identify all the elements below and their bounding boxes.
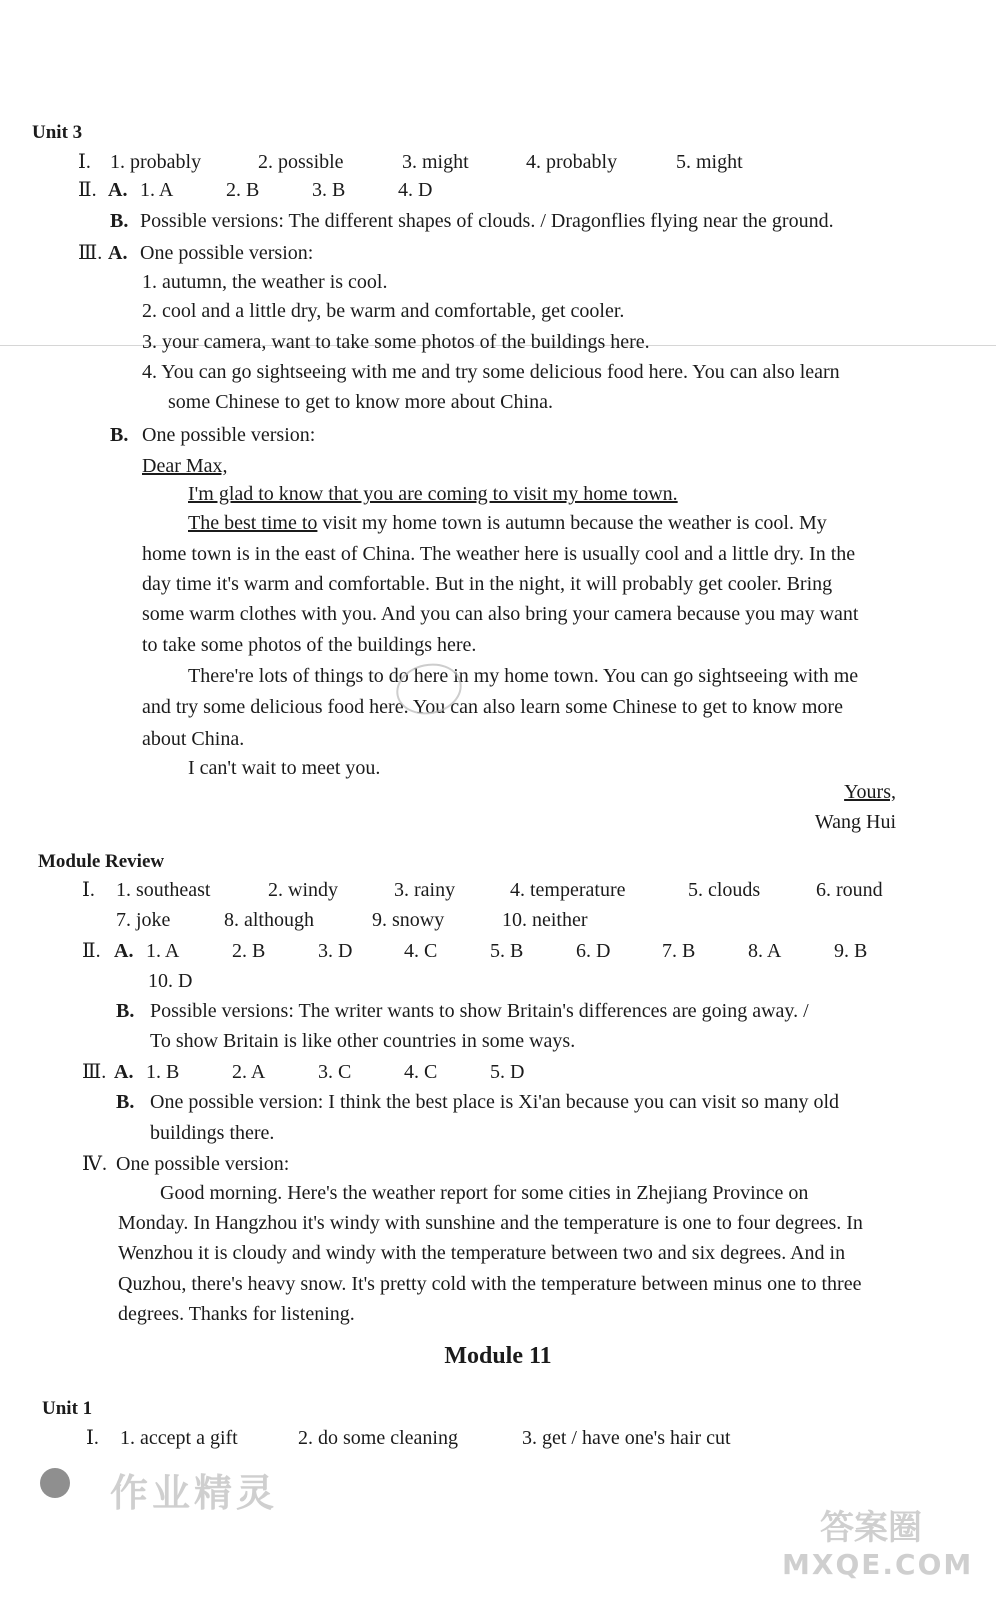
answer: 5. might — [676, 151, 743, 173]
underlined-phrase: The best time to — [188, 512, 318, 534]
answer: 1. B — [146, 1061, 180, 1083]
letter-line: home town is in the east of China. The weather here is usually cool and a little dry. In the — [142, 543, 856, 565]
bullet-dot — [40, 1468, 70, 1498]
report-line: Wenzhou it is cloudy and windy with the temperature between two and six degrees. And in — [118, 1242, 846, 1264]
list-item: 1. autumn, the weather is cool. — [142, 271, 388, 293]
answer: 2. do some cleaning — [298, 1427, 458, 1449]
part-label: B. — [110, 210, 129, 232]
answer: 3. B — [312, 179, 346, 201]
watermark-left: 作业精灵 — [110, 1471, 279, 1515]
report-line: Monday. In Hangzhou it's windy with sunshine and the temperature is one to four degrees. In — [118, 1212, 863, 1234]
answer-text: One possible version: I think the best place is Xi'an because you can visit so many old — [150, 1091, 840, 1113]
answer: 3. C — [318, 1061, 352, 1083]
answer: 2. windy — [268, 879, 338, 901]
review-sec2b — [116, 999, 809, 1023]
sec-num: Ⅲ. — [82, 1061, 107, 1083]
answer: 7. B — [662, 940, 696, 962]
answer: 6. round — [816, 879, 883, 901]
part-label: A. — [108, 179, 128, 201]
answer: 2. possible — [258, 151, 344, 173]
answer: 10. D — [148, 970, 193, 992]
sec-num: Ⅱ. — [78, 179, 97, 201]
sec-num: Ⅰ. — [78, 151, 91, 173]
answer: 6. D — [576, 940, 611, 962]
unit3-sec2b — [110, 209, 834, 233]
unit3-sec3b — [110, 423, 315, 447]
answer-text-cont: buildings there. — [150, 1122, 275, 1144]
sec-num: Ⅰ. — [86, 1427, 99, 1449]
letter-line: and try some delicious food here. You can also learn some Chinese to get to know more — [142, 696, 843, 718]
review-sec1-row2 — [116, 908, 588, 932]
letter-p2-first — [188, 511, 827, 535]
answer: 4. probably — [526, 151, 618, 173]
answer: 1. A — [140, 179, 174, 201]
answer: 2. B — [226, 179, 260, 201]
answer: 4. C — [404, 1061, 438, 1083]
answer: 3. might — [402, 151, 469, 173]
intro: One possible version: — [142, 424, 316, 446]
answer: 1. A — [146, 940, 180, 962]
answer-text: Possible versions: The different shapes of clouds. / Dragonflies flying near the ground. — [140, 210, 834, 232]
report-line: degrees. Thanks for listening. — [118, 1303, 355, 1325]
part-label: A. — [114, 1061, 134, 1083]
unit3-heading: Unit 3 — [32, 122, 83, 143]
answer-text: Possible versions: The writer wants to show Britain's differences are going away. / — [150, 1000, 809, 1022]
watermark-site: MXQE.COM — [782, 1548, 974, 1581]
answer: 5. B — [490, 940, 524, 962]
answer: 3. D — [318, 940, 353, 962]
unit1-sec1 — [86, 1426, 731, 1450]
answer: 8. A — [748, 940, 782, 962]
unit3-sec3a — [78, 241, 313, 265]
letter-line: to take some photos of the buildings here. — [142, 634, 477, 656]
module-title: Module 11 — [444, 1343, 552, 1369]
text: visit my home town is autumn because the weather is cool. My — [322, 512, 827, 534]
sec-num: Ⅲ. — [78, 242, 103, 264]
answer: 2. A — [232, 1061, 266, 1083]
letter-opening: I'm glad to know that you are coming to visit my home town. — [188, 483, 678, 505]
answer: 1. probably — [110, 151, 202, 173]
answer: 1. southeast — [116, 879, 211, 901]
letter-closing: Yours, — [844, 781, 896, 803]
unit3-sec2a — [78, 178, 432, 202]
sec-num: Ⅰ. — [82, 879, 95, 901]
part-label: A. — [114, 940, 134, 962]
answer: 7. joke — [116, 909, 171, 931]
unit1-heading: Unit 1 — [42, 1398, 93, 1419]
review-sec2a — [82, 939, 867, 963]
list-item: 4. You can go sightseeing with me and try some delicious food here. You can also learn — [142, 361, 840, 383]
answer: 5. clouds — [688, 879, 761, 901]
intro: One possible version: — [140, 242, 314, 264]
letter-line: There're lots of things to do here in my home town. You can go sightseeing with me — [188, 665, 859, 687]
answer: 4. temperature — [510, 879, 626, 901]
answer: 9. snowy — [372, 909, 445, 931]
answer: 3. get / have one's hair cut — [522, 1427, 731, 1449]
list-item-cont: some Chinese to get to know more about China. — [168, 391, 553, 413]
sec-num: Ⅳ. — [82, 1153, 107, 1175]
intro: One possible version: — [116, 1153, 290, 1175]
answer: 2. B — [232, 940, 266, 962]
part-label: B. — [116, 1091, 135, 1113]
review-sec4 — [82, 1152, 289, 1176]
review-sec3a — [82, 1060, 524, 1084]
letter-line: some warm clothes with you. And you can also bring your camera because you may want — [142, 603, 859, 625]
answer-text-cont: To show Britain is like other countries in some ways. — [150, 1030, 576, 1052]
sec-num: Ⅱ. — [82, 940, 101, 962]
list-item: 3. your camera, want to take some photos of the buildings here. — [142, 331, 650, 353]
unit3-sec1 — [78, 150, 743, 174]
report-line: Good morning. Here's the weather report for some cities in Zhejiang Province on — [160, 1182, 809, 1204]
part-label: B. — [116, 1000, 135, 1022]
answer: 4. D — [398, 179, 433, 201]
answer: 5. D — [490, 1061, 525, 1083]
list-item: 2. cool and a little dry, be warm and comfortable, get cooler. — [142, 300, 625, 322]
review-sec1-row1 — [82, 878, 883, 902]
watermark-right: 答案圈 — [820, 1508, 922, 1548]
letter-line: day time it's warm and comfortable. But in the night, it will probably get cooler. Bring — [142, 573, 833, 595]
report-line: Quzhou, there's heavy snow. It's pretty cold with the temperature between minus one to three — [118, 1273, 862, 1295]
letter-line: about China. — [142, 728, 245, 750]
letter-line: I can't wait to meet you. — [188, 757, 381, 779]
review-sec3b — [116, 1090, 839, 1114]
answer: 4. C — [404, 940, 438, 962]
answer: 3. rainy — [394, 879, 456, 901]
part-label: B. — [110, 424, 129, 446]
letter-salutation: Dear Max, — [142, 455, 228, 477]
answer: 8. although — [224, 909, 314, 931]
letter-signature: Wang Hui — [814, 811, 896, 833]
answer: 9. B — [834, 940, 868, 962]
review-heading: Module Review — [38, 851, 165, 872]
answer: 1. accept a gift — [120, 1427, 238, 1449]
part-label: A. — [108, 242, 128, 264]
answer: 10. neither — [502, 909, 588, 931]
